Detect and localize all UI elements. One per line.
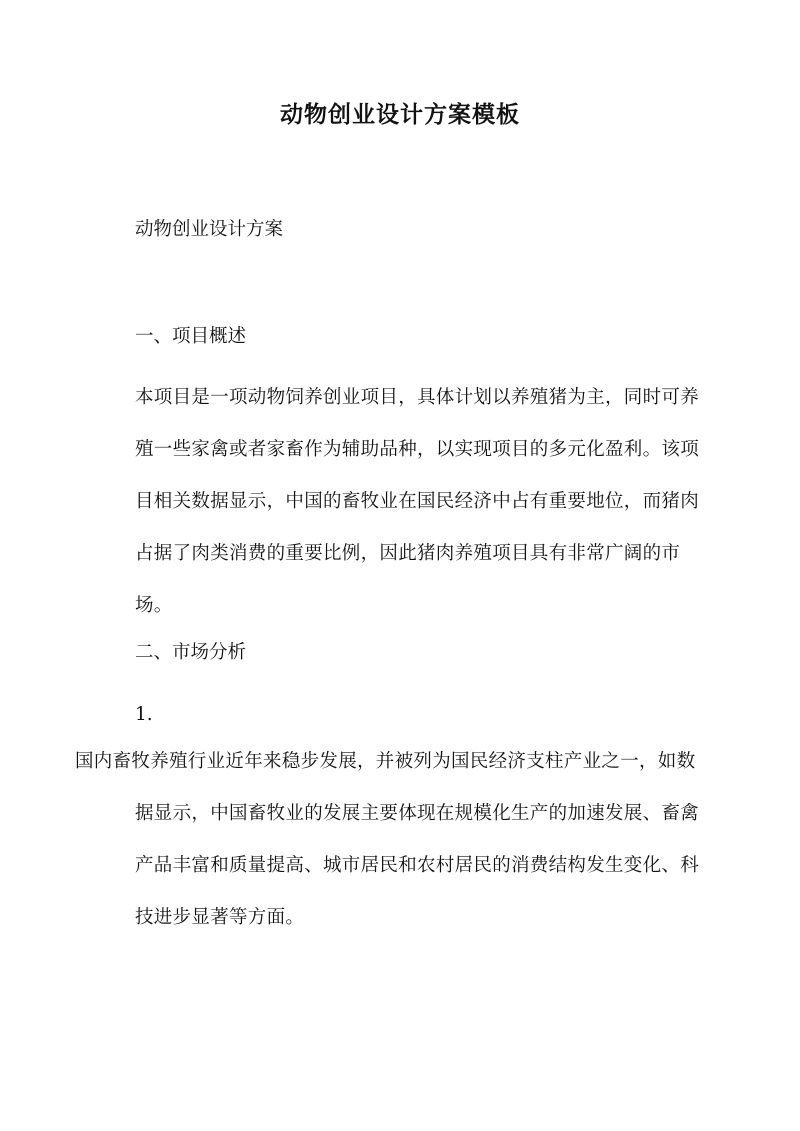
section-heading-overview: 一、项目概述 xyxy=(135,326,247,347)
overview-paragraph: 本项目是一项动物饲养创业项目，具体计划以养殖猪为主，同时可养殖一些家禽或者家畜作为辅助品种，以实现项目的多元化盈利。该项目相关数据显示，中国的畜牧业在国民经济中占有重要地位，而猪肉占据了肉类消费的重要比例，因此猪肉养殖项目具有非常广阔的市场。 xyxy=(135,387,700,616)
list-item-number: 1. xyxy=(135,704,153,725)
section-heading-market: 二、市场分析 xyxy=(135,642,247,663)
market-paragraph-text: 国内畜牧养殖行业近年来稳步发展，并被列为国民经济支柱产业之一，如数据显示，中国畜牧业的发展主要体现在规模化生产的加速发展、畜禽产品丰富和质量提高、城市居民和农村居民的消费结构发生变化、科技进步显著等方面。 xyxy=(75,751,700,928)
market-paragraph xyxy=(75,736,700,944)
document-subtitle: 动物创业设计方案 xyxy=(135,219,284,240)
document-title: 动物创业设计方案模板 xyxy=(280,101,520,128)
